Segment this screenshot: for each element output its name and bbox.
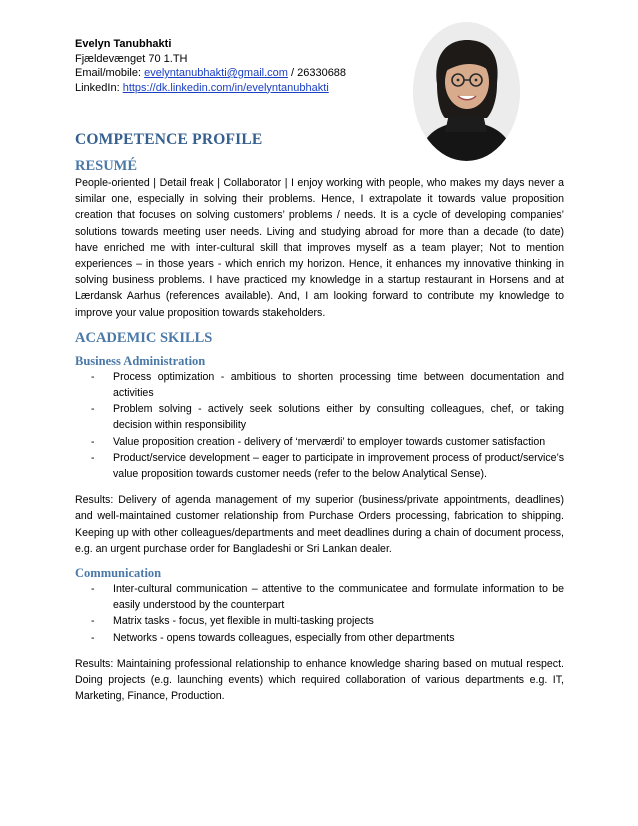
list-item (75, 581, 564, 613)
person-name: Evelyn Tanubhakti (75, 38, 172, 50)
bullet-dash: - (91, 370, 95, 383)
bullet-dash: - (91, 615, 95, 628)
list-item (75, 369, 564, 401)
academic-skills-heading: ACADEMIC SKILLS (75, 329, 213, 346)
email-link[interactable]: evelyntanubhakti@gmail.com (144, 67, 288, 79)
contact-block (75, 37, 346, 95)
list-item-text: Inter-cultural communication – attentive to the communicatee and formulate information to be easily understood by the counterpart (113, 583, 564, 612)
communication-results-text: Results: Maintaining professional relationship to enhance knowledge sharing based on mutual respect. Doing projects (e.g. launching events) which required collaboration of various departments e.g. IT, Marketing, Finance, Production. (75, 657, 564, 703)
business-results-text: Results: Delivery of agenda management of my superior (business/private appointments, deadlines) and well-maintained customer relationship from Purchase Orders processing, fabrication to shipping. Keeping up with other colleagues/departments and meet deadlines during a chain of document process, e.g. an urgent purchase order for Bangladeshi or Sri Lankan dealer. (75, 494, 564, 555)
email-line (75, 66, 346, 81)
resume-text: People-oriented | Detail freak | Collaborator | I enjoy working with people, who makes my days never a similar one, especially in solving their problems. Hence, I extrapolate it towards value proposition creation that focuses on solving customers’ problems / needs. It is a cycle of developing companies’ solutions towards meeting user needs. Living and studying abroad for more than a decade (to date) have enriched me with inter-cultural skill that improves myself as a team player; Not to mention experiences – in those years - which enrich my horizon. Hence, it enhances my innovative thinking in solving business problems. I have practiced my knowledge in a startup restaurant in Horsens and at Lærdansk Aarhus (references available). And, I am looking forward to contribute my knowledge to improve your value proposition towards stakeholders. (75, 177, 564, 319)
list-item-text: Networks - opens towards colleagues, especially from other departments (113, 631, 455, 644)
list-item (75, 434, 564, 450)
page-title: COMPETENCE PROFILE (75, 131, 263, 148)
list-item-text: Process optimization - ambitious to shorten processing time between documentation and activities (113, 370, 564, 400)
business-administration-heading: Business Administration (75, 353, 206, 368)
bullet-dash: - (91, 631, 95, 644)
linkedin-line (75, 81, 346, 96)
list-item-text: Problem solving - actively seek solutions either by consulting colleagues, chef, or taking decision within responsibility (113, 403, 564, 432)
list-item-text: Matrix tasks - focus, yet flexible in multi-tasking projects (113, 615, 374, 628)
main-content (75, 131, 564, 704)
communication-heading: Communication (75, 566, 162, 581)
resume-heading: RESUMÉ (75, 158, 138, 174)
list-item-text: Product/service development – eager to participate in improvement process of product/service’s value proposition towards customer needs (refer to the below Analytical Sense). (113, 451, 564, 481)
list-item-text: Value proposition creation - delivery of ‘merværdi’ to employer towards customer satisfaction (113, 435, 546, 448)
email-label: Email/mobile: (75, 67, 145, 79)
address: Fjældevænget 70 1.TH (75, 52, 188, 65)
communication-list (75, 581, 564, 646)
business-administration-list (75, 369, 564, 482)
bullet-dash: - (91, 451, 95, 464)
bullet-dash: - (91, 583, 95, 596)
linkedin-label: LinkedIn: (75, 81, 123, 94)
phone: / 26330688 (287, 67, 347, 79)
list-item (75, 450, 564, 482)
bullet-dash: - (91, 403, 95, 416)
bullet-dash: - (91, 435, 95, 448)
list-item (75, 630, 564, 646)
list-item (75, 613, 564, 629)
list-item (75, 401, 564, 433)
linkedin-link[interactable]: https://dk.linkedin.com/in/evelyntanubhakti (122, 81, 329, 94)
